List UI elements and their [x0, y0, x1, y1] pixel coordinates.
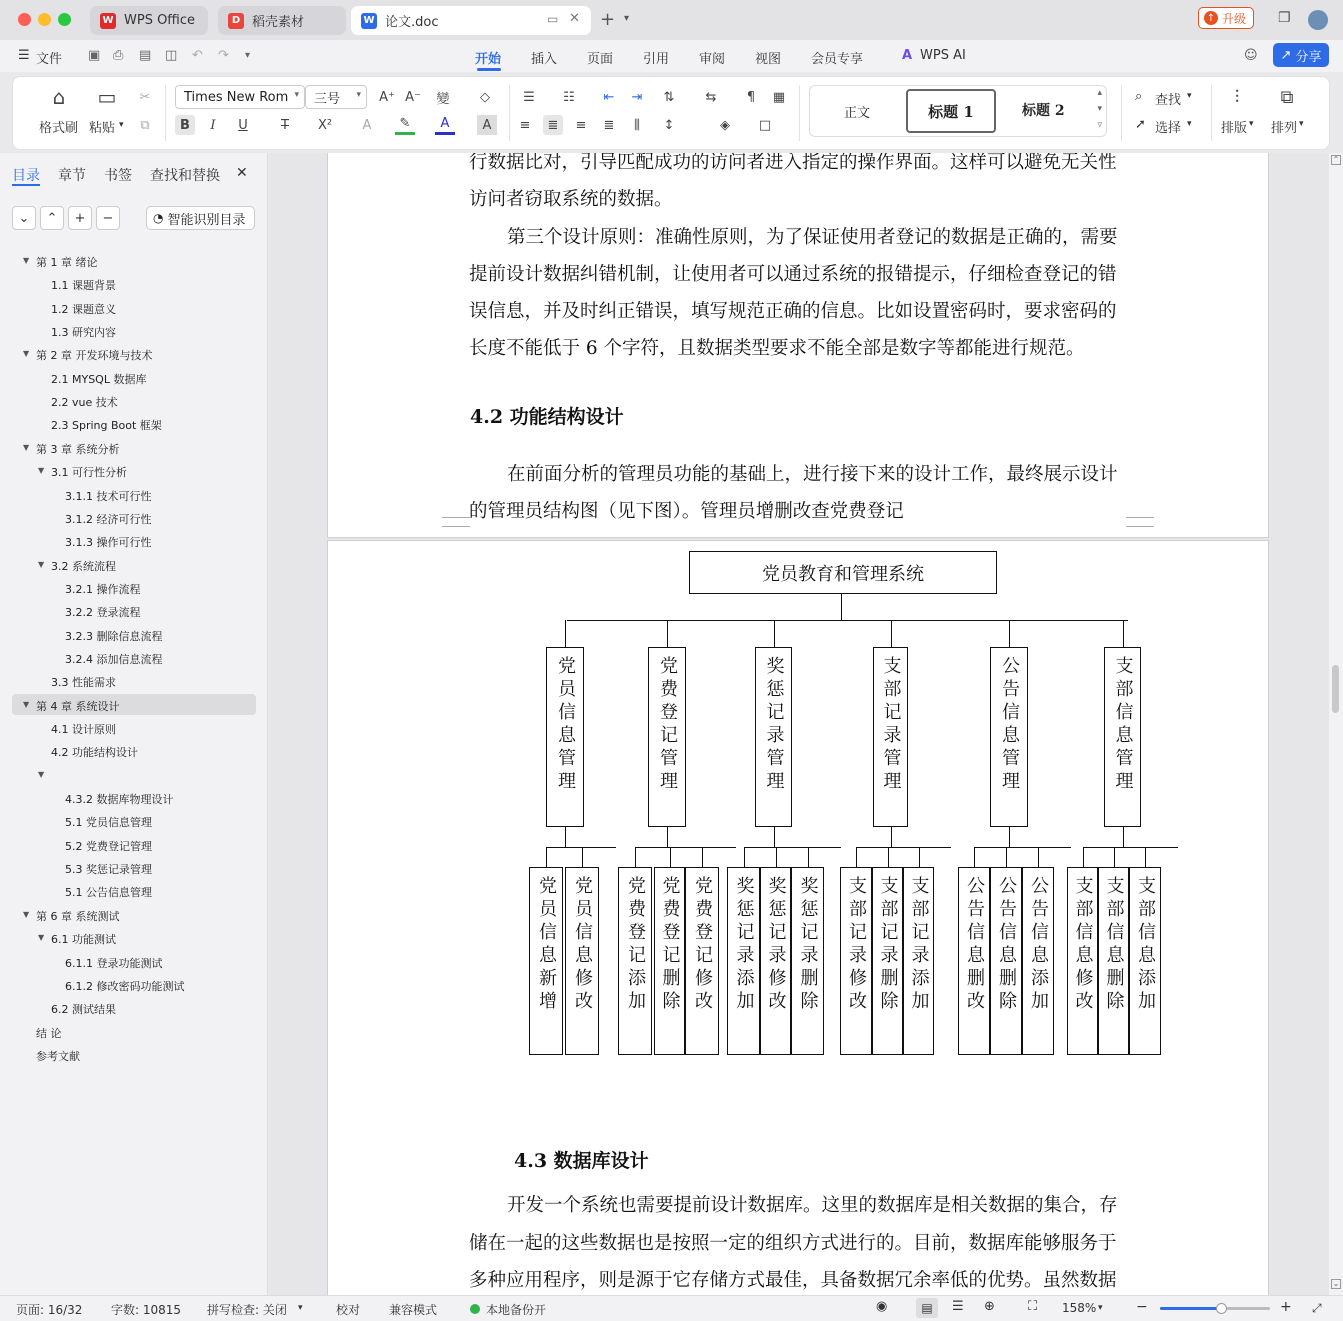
avatar[interactable] — [1308, 10, 1328, 30]
body-text-line: 第三个设计原则：准确性原则，为了保证使用者登记的数据是正确的，需要 — [507, 227, 1118, 248]
page-corner-mark — [442, 517, 470, 527]
diagram-leaf-node — [760, 867, 791, 1055]
toc-item[interactable]: 2.1 MYSQL 数据库 — [51, 372, 147, 386]
toc-item[interactable]: 4.1 设计原则 — [51, 723, 116, 736]
connector-line — [1123, 827, 1124, 847]
connector-line — [841, 594, 842, 620]
print-preview-icon[interactable]: ◫ — [165, 48, 178, 63]
font-color-button[interactable]: A — [435, 115, 455, 135]
window-icon[interactable]: ❐ — [1278, 10, 1291, 26]
sort-objects-icon[interactable]: ⧉ — [1280, 86, 1294, 108]
clear-format-icon[interactable]: ◇ — [480, 89, 490, 105]
vertical-scrollbar[interactable] — [1329, 153, 1343, 1295]
body-text-line: 储在一起的这些数据也是按照一定的组织方式进行的。目前，数据库能够服务于 — [469, 1233, 1117, 1254]
chat-icon[interactable]: ☺ — [1244, 48, 1258, 63]
align-right-icon[interactable]: ≡ — [575, 117, 587, 133]
panel-tab-indicator — [12, 184, 40, 186]
style-normal[interactable]: 正文 — [844, 106, 871, 121]
box-label: 奖惩记录管理 — [763, 656, 785, 794]
connector-line — [702, 847, 703, 867]
tab-document[interactable] — [351, 6, 591, 35]
zoom-slider-fill — [1160, 1307, 1221, 1310]
connector-line — [857, 847, 951, 848]
menu-item-member[interactable]: 会员专享 — [811, 52, 864, 67]
zoom-slider-knob[interactable] — [1216, 1303, 1227, 1314]
toc-item[interactable]: 第 3 章 系统分析 — [36, 442, 120, 456]
select-button[interactable]: 选择 — [1155, 121, 1182, 136]
divider — [509, 85, 510, 141]
chevron-down-icon[interactable]: ▾ — [1187, 119, 1192, 129]
share-label: 分享 — [1295, 49, 1322, 65]
justify-icon[interactable]: ≣ — [603, 117, 615, 133]
fit-page-icon[interactable]: ⛶ — [1028, 1299, 1038, 1314]
connector-line — [667, 827, 668, 847]
redo-icon[interactable]: ↷ — [218, 48, 229, 63]
daoke-logo-icon: D — [228, 13, 244, 29]
divider — [799, 85, 800, 141]
close-tab-icon[interactable]: ✕ — [569, 11, 580, 26]
paste-chevron-icon[interactable]: ▾ — [119, 120, 124, 130]
heading-4-2: 4.2 功能结构设计 — [470, 406, 624, 428]
status-bar — [0, 1295, 1343, 1321]
panel-tab-bookmark[interactable]: 书签 — [104, 168, 132, 184]
toc-item[interactable]: 6.2 测试结果 — [51, 1003, 116, 1017]
layout-icon[interactable]: ⫶ — [1234, 86, 1240, 108]
wps-logo-icon: W — [100, 13, 116, 29]
grow-font-icon[interactable]: A⁺ — [379, 89, 395, 105]
panel-tab-chapter[interactable]: 章节 — [58, 168, 86, 184]
box-label: 公告信息删改 — [964, 876, 985, 1014]
connector-line — [565, 827, 566, 847]
text-effect-icon[interactable]: A — [362, 117, 372, 133]
navigation-panel — [0, 153, 268, 1295]
diagram-leaf-node — [1098, 867, 1129, 1055]
zoom-level[interactable]: 158% — [1062, 1301, 1097, 1315]
paste-icon[interactable]: ▭ — [97, 85, 117, 109]
chevron-down-icon[interactable]: ▾ — [1299, 119, 1304, 129]
connector-line — [974, 847, 975, 867]
menu-bar — [0, 40, 1343, 72]
expand-triangle-icon[interactable]: ▼ — [38, 933, 45, 943]
connector-line — [546, 847, 616, 848]
connector-line — [919, 847, 920, 867]
divider — [165, 85, 166, 141]
body-text-line: 开发一个系统也需要提前设计数据库。这里的数据库是相关数据的集合，存 — [507, 1195, 1118, 1216]
divider — [1121, 85, 1122, 141]
toc-item[interactable]: 6.1.2 修改密码功能测试 — [65, 979, 185, 993]
toc-item[interactable]: 结 论 — [36, 1026, 62, 1040]
box-label: 党费登记添加 — [625, 876, 646, 1014]
diagram-leaf-node — [727, 867, 760, 1055]
styles-scroll-up-icon[interactable]: ▴ — [1097, 88, 1102, 98]
box-label: 支部记录添加 — [908, 876, 930, 1014]
box-label: 支部信息添加 — [1135, 876, 1156, 1014]
compat-mode-label: 兼容模式 — [389, 1303, 438, 1317]
document-canvas — [269, 153, 1329, 1295]
outline-view-icon[interactable]: ☰ — [952, 1299, 964, 1314]
highlight-icon[interactable]: ✎ — [395, 115, 415, 135]
box-label: 党费登记管理 — [657, 656, 678, 794]
box-label: 公告信息管理 — [999, 656, 1020, 794]
style-heading-2[interactable]: 标题 2 — [1022, 103, 1065, 119]
menu-item-insert[interactable]: 插入 — [531, 52, 558, 67]
upgrade-button[interactable] — [1198, 7, 1254, 29]
expand-triangle-icon[interactable]: ▼ — [23, 699, 30, 709]
connector-line — [635, 847, 636, 867]
spell-check-toggle[interactable]: 拼写检查: 关闭 — [207, 1303, 287, 1317]
menu-item-page[interactable]: 页面 — [587, 52, 614, 67]
connector-line — [1083, 847, 1084, 867]
box-label: 奖惩记录删除 — [797, 876, 819, 1014]
zoom-out-button[interactable]: − — [1136, 1299, 1148, 1315]
body-text-line: 长度不能低于 6 个字符，且数据类型要求不能全部是数字等都能进行规范。 — [469, 338, 1085, 359]
smart-toc-button[interactable] — [146, 206, 255, 230]
styles-gallery — [809, 85, 1107, 137]
char-shading-button[interactable]: A — [477, 115, 497, 135]
more-chevron-icon[interactable]: ▾ — [245, 50, 251, 61]
bold-button[interactable]: B — [175, 115, 195, 135]
save-icon[interactable]: ▣ — [88, 48, 101, 63]
toc-item[interactable]: 1.3 研究内容 — [51, 326, 116, 340]
toc-item[interactable]: 3.2.2 登录流程 — [65, 606, 141, 620]
cursor-icon: ➚ — [1135, 117, 1146, 132]
increase-indent-icon[interactable]: ⇥ — [631, 89, 643, 105]
toc-item[interactable]: 第 2 章 开发环境与技术 — [36, 349, 153, 363]
superscript-button[interactable]: X² — [317, 117, 333, 133]
active-tab-indicator — [477, 68, 501, 71]
phonetic-icon[interactable]: 變 — [436, 91, 450, 107]
collapse-all-button[interactable]: ⌄ — [12, 206, 36, 230]
expand-triangle-icon[interactable]: ▼ — [23, 349, 30, 359]
italic-button[interactable]: I — [210, 117, 216, 133]
diagram-leaf-node — [685, 867, 719, 1055]
borders-icon[interactable]: □ — [758, 117, 772, 133]
box-label: 支部记录管理 — [880, 656, 902, 794]
chevron-down-icon: ▾ — [294, 90, 299, 100]
smart-toc-label: 智能识别目录 — [167, 212, 246, 228]
page-view-icon[interactable]: ▤ — [916, 1298, 938, 1318]
connector-line — [856, 847, 857, 867]
heading-4-3: 4.3 数据库设计 — [514, 1150, 649, 1172]
toc-item[interactable]: 3.3 性能需求 — [51, 676, 116, 690]
connector-line — [1038, 847, 1039, 867]
tab-label: 论文.doc — [385, 15, 439, 30]
show-marks-icon[interactable]: ¶ — [746, 89, 756, 105]
toc-item[interactable]: 4.3.2 数据库物理设计 — [65, 793, 174, 807]
menu-item-home[interactable]: 开始 — [475, 52, 502, 67]
diagram-leaf-node — [565, 867, 599, 1055]
font-name-value: Times New Rom — [184, 89, 289, 105]
styles-scroll-down-icon[interactable]: ▾ — [1097, 104, 1102, 114]
tab-label: WPS Office — [124, 13, 196, 28]
chevron-down-icon[interactable]: ▾ — [1187, 91, 1192, 101]
toc-item[interactable]: 1.1 课题背景 — [51, 279, 116, 293]
box-label: 奖惩记录修改 — [765, 876, 787, 1014]
sort-button[interactable]: 排列 — [1271, 121, 1298, 136]
tab-label: 稻壳素材 — [252, 15, 305, 30]
diagram-module-node — [990, 647, 1028, 827]
diagram-leaf-node — [654, 867, 685, 1055]
zoom-in-button[interactable]: + — [1280, 1299, 1292, 1315]
eye-protect-icon[interactable]: ◉ — [876, 1299, 888, 1314]
strikethrough-icon[interactable]: T — [281, 117, 289, 133]
toc-item[interactable]: 3.1.2 经济可行性 — [65, 512, 152, 526]
connector-line — [1009, 827, 1010, 847]
expand-triangle-icon[interactable]: ▼ — [23, 909, 30, 919]
diagram-module-node — [873, 647, 908, 827]
arrange-button[interactable]: 排版 — [1221, 121, 1248, 136]
expand-triangle-icon[interactable]: ▼ — [38, 769, 45, 779]
document-page — [327, 153, 1269, 538]
title-bar — [0, 0, 1343, 40]
toc-item[interactable]: 3.1 可行性分析 — [51, 466, 127, 480]
align-left-icon[interactable]: ≡ — [519, 117, 531, 133]
font-size-select[interactable] — [305, 85, 367, 109]
chevron-down-icon[interactable]: ▾ — [624, 13, 630, 24]
toc-item[interactable]: 5.3 奖惩记录管理 — [65, 863, 152, 877]
box-label: 公告信息添加 — [1028, 876, 1049, 1014]
zoom-slider[interactable] — [1160, 1307, 1270, 1310]
export-icon[interactable]: ⎙ — [113, 48, 124, 63]
body-text-line: 多种应用程序，则是源于它存储方式最佳，具备数据冗余率低的优势。虽然数据 — [469, 1270, 1117, 1291]
body-text-line: 行数据比对，引导匹配成功的访问者进入指定的操作界面。这样可以避免无关性 — [469, 153, 1117, 173]
box-label: 支部记录修改 — [846, 876, 867, 1014]
diagram-leaf-node — [1022, 867, 1054, 1055]
expand-triangle-icon[interactable]: ▼ — [38, 466, 45, 476]
connector-line — [1145, 847, 1146, 867]
text-direction-icon[interactable]: ⇅ — [663, 89, 675, 105]
shrink-font-icon[interactable]: A⁻ — [405, 89, 421, 105]
toc-item[interactable]: 第 6 章 系统测试 — [36, 909, 120, 923]
toc-item[interactable]: 3.2.4 添加信息流程 — [65, 652, 163, 666]
toc-item[interactable]: 第 1 章 绪论 — [36, 256, 98, 269]
diagram-leaf-node — [1067, 867, 1098, 1055]
backup-status-icon — [470, 1304, 480, 1314]
page-corner-mark — [1126, 517, 1154, 527]
screen-icon[interactable]: ▭ — [547, 12, 559, 26]
body-text-line: 在前面分析的管理员功能的基础上，进行接下来的设计工作，最终展示设计 — [507, 464, 1118, 485]
document-page — [327, 540, 1269, 1295]
box-label: 奖惩记录添加 — [733, 876, 755, 1014]
connector-line — [567, 620, 1128, 621]
table-grid-icon[interactable]: ▦ — [772, 89, 786, 105]
local-backup-toggle[interactable]: 本地备份开 — [486, 1303, 547, 1317]
toc-item[interactable]: 1.2 课题意义 — [51, 302, 116, 316]
chevron-down-icon[interactable]: ▾ — [1249, 119, 1254, 129]
diagram-leaf-node — [791, 867, 824, 1055]
connector-line — [1006, 847, 1007, 867]
diagram-root-node — [689, 551, 997, 594]
share-icon: ↗ — [1280, 47, 1292, 63]
remove-heading-button[interactable]: − — [96, 206, 120, 230]
chevron-down-icon: ▾ — [356, 90, 361, 100]
diagram-leaf-node — [903, 867, 934, 1055]
box-label: 党员信息新增 — [536, 876, 557, 1014]
box-label: 党员信息修改 — [572, 876, 593, 1014]
diagram-leaf-node — [990, 867, 1022, 1055]
close-panel-icon[interactable]: ✕ — [236, 165, 248, 181]
toc-item[interactable]: 第 4 章 系统设计 — [36, 699, 120, 713]
toc-item[interactable]: 3.2 系统流程 — [51, 559, 116, 573]
panel-tab-find-replace[interactable]: 查找和替换 — [150, 168, 220, 184]
connector-line — [975, 847, 1071, 848]
sort-icon[interactable]: ⇆ — [705, 89, 717, 105]
tab-daoke[interactable] — [218, 6, 346, 35]
minimize-window-button[interactable] — [38, 13, 51, 26]
connector-line — [744, 847, 841, 848]
toc-item[interactable]: 5.1 公告信息管理 — [65, 886, 152, 900]
diagram-leaf-node — [872, 867, 903, 1055]
tab-wps-office[interactable] — [90, 6, 208, 35]
scroll-expand-icon[interactable]: ⌄ — [1332, 1279, 1340, 1288]
toc-item[interactable]: 3.2.1 操作流程 — [65, 582, 141, 596]
box-label: 支部信息管理 — [1112, 656, 1134, 794]
connector-line — [744, 847, 745, 867]
expand-triangle-icon[interactable]: ▼ — [23, 256, 30, 265]
toc-item[interactable]: 2.2 vue 技术 — [51, 396, 118, 410]
close-window-button[interactable] — [18, 13, 31, 26]
share-button[interactable] — [1273, 43, 1329, 67]
connector-line — [565, 620, 566, 647]
diagram-module-node — [1104, 647, 1141, 827]
copy-icon[interactable]: ⧉ — [140, 117, 150, 133]
connector-line — [891, 620, 892, 647]
cut-icon[interactable]: ✂ — [139, 89, 151, 105]
toc-item[interactable]: 3.1.3 操作可行性 — [65, 536, 152, 550]
connector-line — [582, 847, 583, 867]
expand-up-button[interactable]: ⌃ — [40, 206, 64, 230]
distribute-icon[interactable]: ⫼ — [634, 117, 640, 133]
body-text-line: 的管理员结构图（见下图）。管理员增删改查党费登记 — [469, 501, 904, 522]
box-label: 公告信息删除 — [996, 876, 1017, 1014]
connector-line — [1084, 847, 1178, 848]
toc-item[interactable]: 参考文献 — [36, 1049, 80, 1063]
toc-item[interactable]: 5.2 党费登记管理 — [65, 839, 152, 853]
diagram-module-node — [648, 647, 686, 827]
connector-line — [546, 847, 547, 867]
paste-button[interactable]: 粘贴 — [89, 121, 116, 136]
undo-icon[interactable]: ↶ — [192, 48, 203, 63]
expand-triangle-icon[interactable]: ▼ — [23, 442, 30, 452]
wps-ai-button[interactable]: WPS AI — [920, 48, 966, 63]
toc-item[interactable]: 4.2 功能结构设计 — [51, 746, 138, 760]
line-spacing-icon[interactable]: ↕ — [663, 117, 675, 133]
find-button[interactable]: 查找 — [1155, 93, 1182, 108]
format-painter-icon[interactable]: ⌂ — [52, 85, 66, 109]
diagram-leaf-node — [958, 867, 990, 1055]
underline-button[interactable]: U — [238, 117, 248, 133]
expand-triangle-icon[interactable]: ▼ — [38, 559, 45, 569]
ribbon-toolbar — [12, 76, 1330, 150]
align-center-icon[interactable]: ≣ — [543, 115, 563, 135]
smart-icon: ◔ — [153, 211, 164, 225]
bullet-list-icon[interactable]: ☰ — [523, 89, 535, 105]
toc-item[interactable]: 6.1.1 登录功能测试 — [65, 956, 163, 970]
style-heading-1[interactable]: 标题 1 — [906, 89, 996, 133]
numbered-list-icon[interactable]: ☷ — [563, 89, 575, 105]
box-label: 党费登记修改 — [692, 876, 713, 1014]
box-label: 支部信息删除 — [1103, 876, 1125, 1014]
diagram-leaf-node — [529, 867, 563, 1055]
box-label: 党员信息管理 — [555, 656, 576, 794]
toc-item[interactable]: 3.1.1 技术可行性 — [65, 489, 152, 503]
box-label: 党费登记删除 — [659, 876, 681, 1014]
web-view-icon[interactable]: ⊕ — [984, 1299, 995, 1314]
styles-expand-icon[interactable]: ▿ — [1097, 120, 1102, 130]
diagram-leaf-node — [618, 867, 652, 1055]
connector-line — [774, 620, 775, 647]
diagram-module-node — [755, 647, 792, 827]
paragraph-shading-icon[interactable]: ◈ — [720, 117, 730, 133]
add-heading-button[interactable]: + — [68, 206, 92, 230]
word-count[interactable]: 字数: 10815 — [111, 1303, 182, 1317]
zoom-window-button[interactable] — [58, 13, 71, 26]
diagram-leaf-node — [840, 867, 872, 1055]
connector-line — [667, 620, 668, 647]
diagram-module-node — [546, 647, 584, 827]
proofread-button[interactable]: 校对 — [336, 1303, 361, 1317]
box-label: 党员教育和管理系统 — [762, 563, 924, 585]
connector-line — [1009, 620, 1010, 647]
connector-line — [774, 827, 775, 847]
toc-item[interactable]: 6.1 功能测试 — [51, 933, 116, 947]
panel-tab-toc[interactable]: 目录 — [12, 168, 40, 184]
upgrade-arrow-icon: ↑ — [1204, 11, 1218, 25]
connector-line — [891, 827, 892, 847]
toc-item[interactable]: 3.2.3 删除信息流程 — [65, 629, 163, 643]
body-text-line: 提前设计数据纠错机制，让使用者可以通过系统的报错提示，仔细检查登记的错 — [469, 264, 1117, 285]
new-tab-button[interactable]: + — [600, 9, 616, 30]
connector-line — [670, 847, 671, 867]
doc-logo-icon: W — [361, 13, 377, 29]
wps-ai-icon: A — [902, 48, 913, 63]
collapse-ribbon-icon[interactable]: ⌃ — [1332, 155, 1340, 164]
connector-line — [635, 847, 736, 848]
find-icon: ⌕ — [1135, 89, 1143, 104]
print-icon[interactable]: ▤ — [139, 48, 152, 63]
font-name-select[interactable] — [175, 85, 305, 109]
connector-line — [1114, 847, 1115, 867]
body-text-line: 访问者窃取系统的数据。 — [469, 189, 673, 210]
body-text-line: 误信息，并及时纠正错误，填写规范正确的信息。比如设置密码时，要求密码的 — [469, 301, 1117, 322]
hamburger-icon[interactable]: ☰ — [18, 48, 30, 63]
box-label: 支部信息修改 — [1072, 876, 1094, 1014]
divider — [1211, 85, 1212, 141]
toc-item[interactable]: 5.1 党员信息管理 — [65, 816, 152, 830]
scrollbar-thumb[interactable] — [1332, 665, 1339, 713]
connector-line — [808, 847, 809, 867]
diagram-leaf-node — [1129, 867, 1161, 1055]
file-menu[interactable]: 文件 — [36, 52, 63, 67]
format-painter-button[interactable]: 格式刷 — [39, 121, 79, 136]
menu-item-reference[interactable]: 引用 — [643, 52, 670, 67]
menu-item-review[interactable]: 审阅 — [699, 52, 726, 67]
upgrade-label: 升级 — [1222, 11, 1247, 26]
zoom-chevron-icon[interactable]: ▾ — [1098, 1303, 1103, 1313]
menu-item-view[interactable]: 视图 — [755, 52, 782, 67]
fullscreen-icon[interactable]: ⤢ — [1312, 1301, 1322, 1315]
connector-line — [888, 847, 889, 867]
toc-item[interactable]: 2.3 Spring Boot 框架 — [51, 419, 162, 433]
font-size-value: 三号 — [314, 91, 341, 107]
page-indicator[interactable]: 页面: 16/32 — [16, 1303, 83, 1317]
connector-line — [1123, 620, 1124, 647]
decrease-indent-icon[interactable]: ⇤ — [603, 89, 615, 105]
chevron-down-icon[interactable]: ▾ — [298, 1303, 303, 1313]
connector-line — [776, 847, 777, 867]
box-label: 支部记录删除 — [877, 876, 899, 1014]
